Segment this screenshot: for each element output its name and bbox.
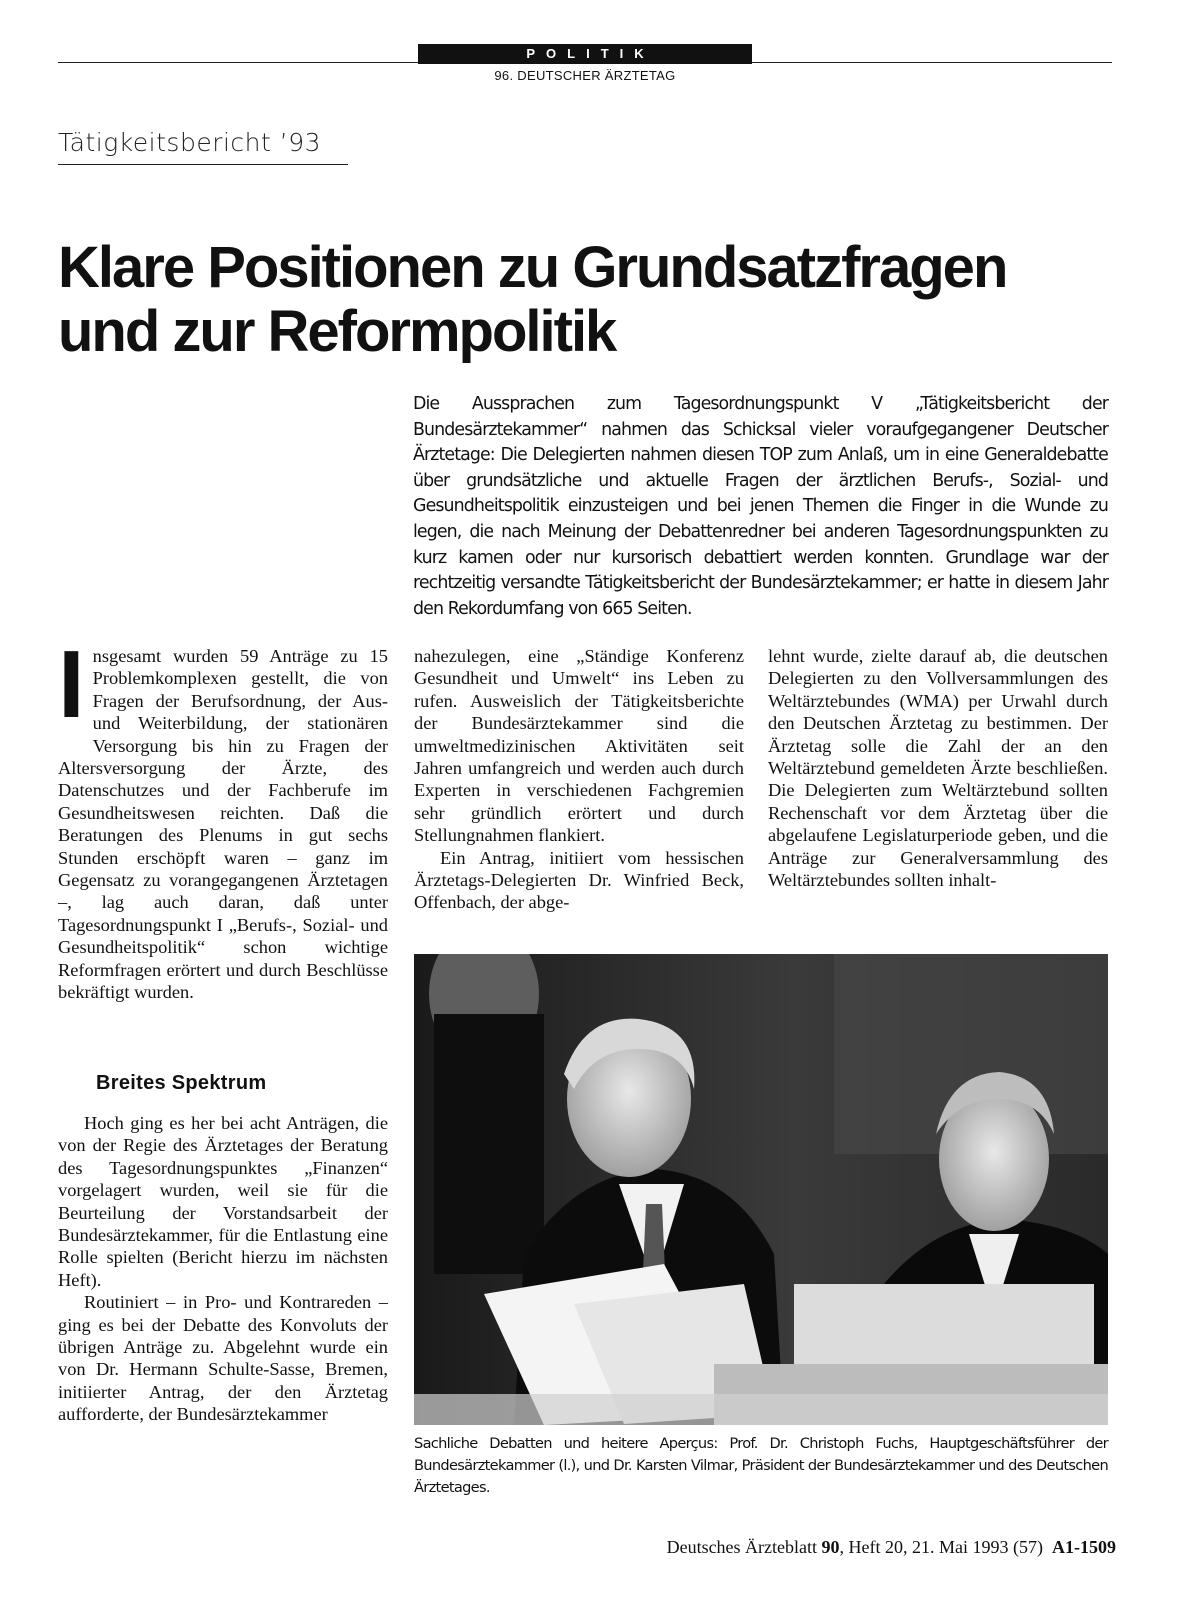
paragraph: Routiniert – in Pro- und Kontrareden – ging es bei der Debatte des Konvoluts der übrigen Anträge zu. Abgelehnt wurde ein von Dr. Hermann Schulte-Sasse, Bremen, initiierter Antrag, der den Ärztetag aufforderte, der Bundesärztekammer bbox=[58, 1292, 388, 1425]
page-footer bbox=[667, 1537, 1116, 1558]
photo-caption: Sachliche Debatten und heitere Aperçus: Prof. Dr. Christoph Fuchs, Hauptgeschäftsführer der Bundesärztekammer (l.), und Dr. Karsten Vilmar, Präsident der Bundesärztekammer und des Deutschen Ärztetages. bbox=[414, 1435, 1108, 1496]
paragraph: nahezulegen, eine „Ständige Konferenz Gesundheit und Umwelt“ ins Leben zu rufen. Ausweislich der Tätigkeitsberichte der Bundesärztekammer sind die umweltmedizinischen Aktivitäten seit Jahren umfangreich und werden auch durch Experten in verschiedenen Fachgremien sehr gründlich erörtert und durch Stellungnahmen flankiert. bbox=[414, 646, 744, 846]
article-column-3 bbox=[768, 645, 1108, 891]
article-column-2 bbox=[414, 645, 744, 914]
headline-line-1: Klare Positionen zu Grundsatzfragen bbox=[58, 235, 1007, 300]
event-label: 96. DEUTSCHER ÄRZTETAG bbox=[494, 68, 676, 83]
article-column-1 bbox=[58, 631, 388, 1004]
journal-name: Deutsches Ärzteblatt bbox=[666, 1537, 818, 1557]
headline-line-2: und zur Reformpolitik bbox=[58, 299, 616, 364]
page-number: A1-1509 bbox=[1052, 1537, 1116, 1557]
article-photo bbox=[414, 954, 1108, 1425]
paragraph: Hoch ging es her bei acht Anträgen, die von der Regie des Ärztetages der Beratung des Tagesordnungspunktes „Finanzen“ vorgelagert wurden, weil sie für die Beurteilung der Vorstandsarbeit der Bundesärztekammer, für die Entlastung eine Rolle spielten (Bericht hierzu im nächsten Heft). bbox=[58, 1113, 388, 1290]
headline bbox=[58, 236, 1138, 364]
article-column-1-continued bbox=[58, 1112, 388, 1426]
kicker: Tätigkeitsbericht ’93 bbox=[58, 128, 322, 157]
photo-image bbox=[414, 954, 1108, 1425]
kicker-rule bbox=[58, 164, 348, 165]
paragraph: Ein Antrag, initiiert vom hessischen Ärztetags-Delegierten Dr. Winfried Beck, Offenbach, der abge- bbox=[414, 847, 744, 913]
drop-cap: I bbox=[58, 631, 85, 738]
section-tag: POLITIK bbox=[418, 44, 752, 64]
paragraph: lehnt wurde, zielte darauf ab, die deutschen Delegierten zu den Vollversammlungen des Weltärztebundes (WMA) per Urwahl durch den Deutschen Ärztetag zu bestimmen. Der Ärztetag solle die Zahl der an den Weltärztebund gemeldeten Ärzte beschließen. Die Delegierten zum Weltärztebund sollten Rechenschaft vor dem Ärztetag über die abgelaufene Legislaturperiode geben, und die Anträge zur Generalversammlung des Weltärztebundes sollten inhalt- bbox=[768, 646, 1108, 891]
paragraph bbox=[58, 631, 388, 1004]
volume-number: 90 bbox=[821, 1537, 840, 1557]
lead-paragraph: Die Aussprachen zum Tagesordnungspunkt V „Tätigkeitsbericht der Bundesärztekammer“ nahmen das Schicksal vieler voraufgegangener Deutscher Ärztetage: Die Delegierten nahmen diesen TOP zum Anlaß, um in eine Generaldebatte über grundsätzliche und aktuelle Fragen der ärztlichen Berufs-, Sozial- und Gesundheitspolitik einzusteigen und bei jenen Themen die Finger in die Wunde zu legen, die nach Meinung der Debattenredner bei anderen Tagesordnungspunkten zu kurz kamen oder nur kursorisch debattiert werden konnten. Grundlage war der rechtzeitig versandte Tätigkeitsbericht der Bundesärztekammer; er hatte in diesem Jahr den Rekordumfang von 665 Seiten. bbox=[413, 394, 1108, 619]
issue-info: , Heft 20, 21. Mai 1993 (57) bbox=[839, 1537, 1043, 1557]
subheading: Breites Spektrum bbox=[96, 1072, 267, 1094]
paragraph-text: nsgesamt wurden 59 Anträge zu 15 Problemkomplexen gestellt, die von Fragen der Berufsordnung, der Aus- und Weiterbildung, der stationären Versorgung bis hin zu Fragen der Altersversorgung der Ärzte, des Datenschutzes und der Fachberufe im Gesundheitswesen reichten. Daß die Beratungen des Plenums in gut sechs Stunden erschöpft waren – ganz im Gegensatz zu vorangegangenen Ärztetagen –, lag auch daran, daß unter Tagesordnungspunkt I „Berufs-, Sozial- und Gesundheitspolitik“ schon wichtige Reformfragen erörtert und durch Beschlüsse bekräftigt wurden. bbox=[58, 646, 388, 1003]
